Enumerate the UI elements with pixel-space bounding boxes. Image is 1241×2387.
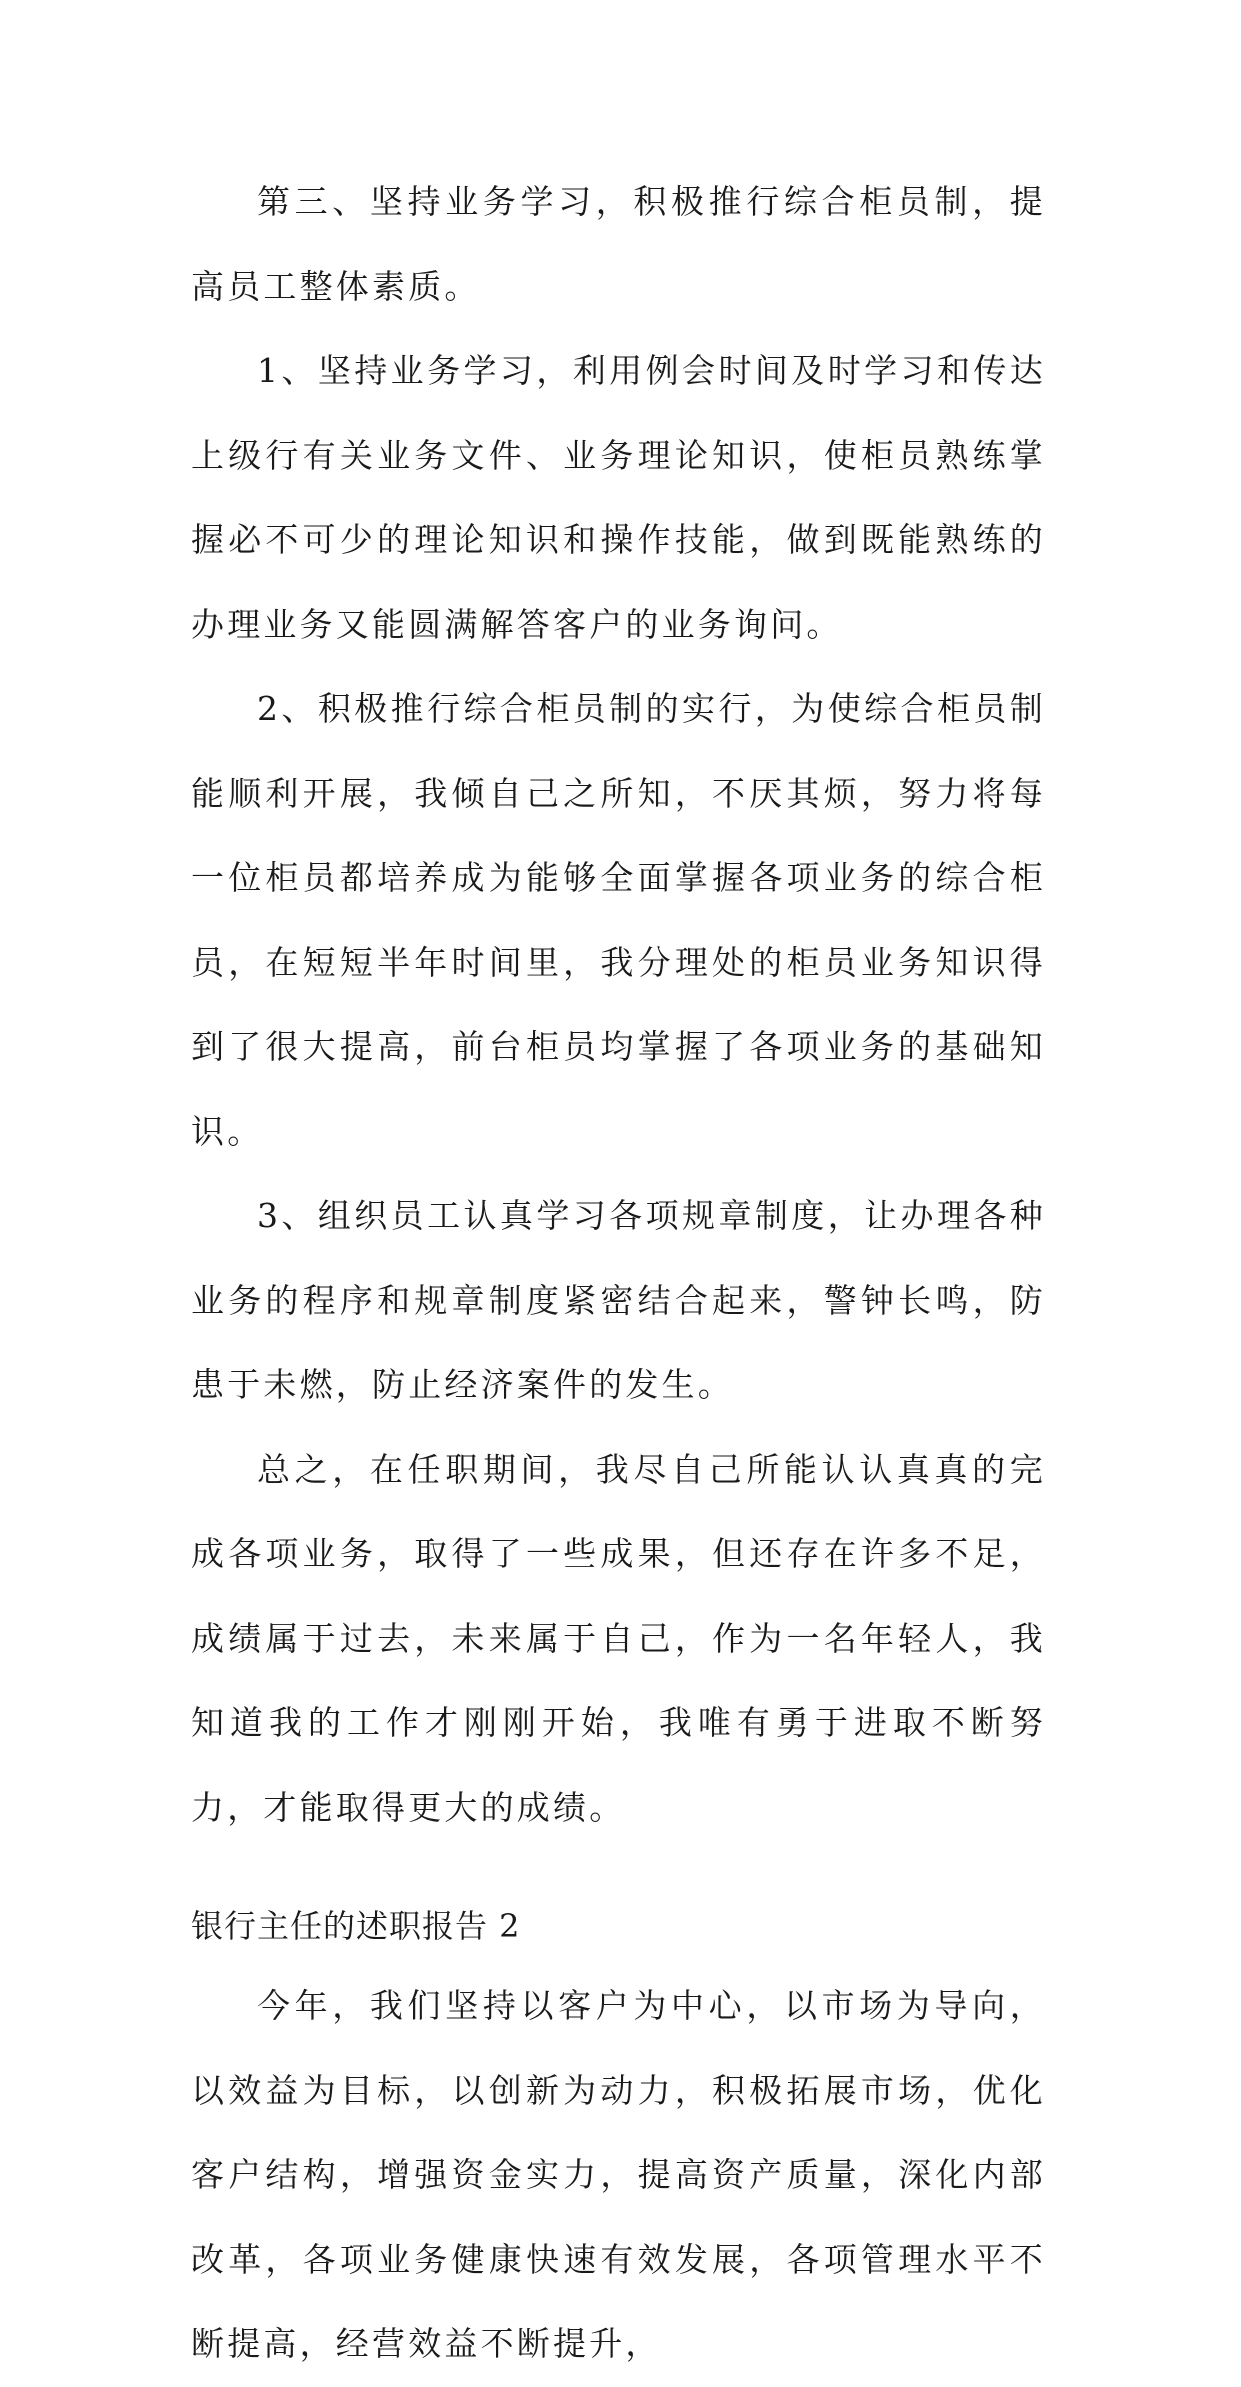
paragraph-item-3: 3、组织员工认真学习各项规章制度，让办理各种业务的程序和规章制度紧密结合起来，警钟长鸣，防患于未燃，防止经济案件的发生。 xyxy=(191,1196,1046,1404)
paragraph-report-2-intro: 今年，我们坚持以客户为中心，以市场为导向，以效益为目标，以创新为动力，积极拓展市场，优化客户结构，增强资金实力，提高资产质量，深化内部改革，各项业务健康快速有效发展，各项管理水平不断提高，经营效益不断提升， xyxy=(191,1986,1046,2363)
paragraph-item-1: 1、坚持业务学习，利用例会时间及时学习和传达上级行有关业务文件、业务理论知识，使柜员熟练掌握必不可少的理论知识和操作技能，做到既能熟练的办理业务又能圆满解答客户的业务询问。 xyxy=(191,351,1046,644)
paragraph-section-three: 第三、坚持业务学习，积极推行综合柜员制，提高员工整体素质。 xyxy=(191,182,1046,306)
section-heading: 银行主任的述职报告 2 xyxy=(191,1907,521,1945)
paragraph-summary: 总之，在任职期间，我尽自己所能认认真真的完成各项业务，取得了一些成果，但还存在许多不足，成绩属于过去，未来属于自己，作为一名年轻人，我知道我的工作才刚刚开始，我唯有勇于进取不断努力，才能取得更大的成绩。 xyxy=(191,1449,1046,1827)
document-body xyxy=(191,160,1046,2387)
paragraph-item-2: 2、积极推行综合柜员制的实行，为使综合柜员制能顺利开展，我倾自己之所知，不厌其烦，努力将每一位柜员都培养成为能够全面掌握各项业务的综合柜员，在短短半年时间里，我分理处的柜员业务知识得到了很大提高，前台柜员均掌握了各项业务的基础知识。 xyxy=(191,689,1046,1151)
